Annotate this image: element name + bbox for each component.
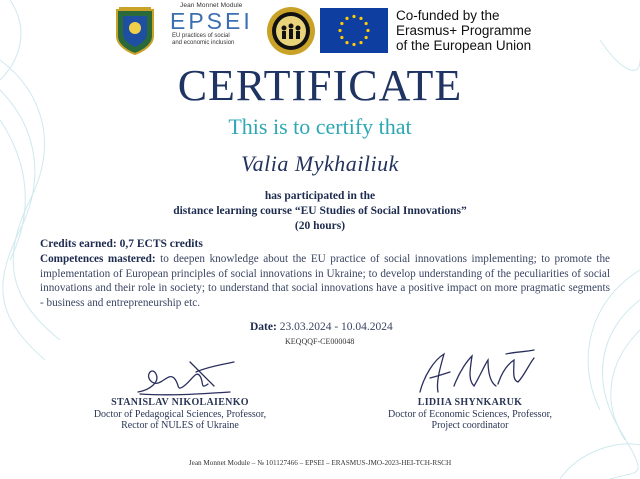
eu-star bbox=[359, 17, 362, 20]
right-signatory bbox=[365, 397, 575, 432]
epsei-wordmark: EPSEI bbox=[170, 8, 253, 34]
eu-star bbox=[345, 41, 348, 44]
eu-star bbox=[340, 36, 343, 39]
epsei-subtitle-2: and economic inclusion bbox=[172, 40, 235, 46]
eu-cofunded-text bbox=[396, 8, 531, 53]
epsei-program-label: Jean Monnet Module bbox=[180, 2, 243, 9]
right-signatory-title: Doctor of Economic Sciences, Professor, bbox=[388, 408, 552, 420]
right-signatory-name: LIDIIA SHYNKARUK bbox=[417, 397, 523, 408]
left-signatory-position: Rector of NULES of Ukraine bbox=[121, 420, 239, 431]
eu-star bbox=[340, 22, 343, 25]
eu-star bbox=[345, 17, 348, 20]
round-emblem-icon bbox=[266, 6, 316, 56]
eu-star bbox=[352, 15, 355, 18]
eu-star bbox=[365, 36, 368, 39]
epsei-subtitle-1: EU practices of social bbox=[172, 33, 230, 39]
eu-star bbox=[365, 22, 368, 25]
left-signatory bbox=[80, 397, 280, 432]
left-signatory-name: STANISLAV NIKOLAIENKO bbox=[111, 397, 249, 408]
eu-flag-icon bbox=[320, 8, 388, 53]
eu-star bbox=[338, 29, 341, 32]
eu-star bbox=[359, 41, 362, 44]
footer-project-id: Jean Monnet Module – № 101127466 – EPSEI – ERASMUS-JMO-2023-HEI-TCH-RSCH bbox=[188, 459, 452, 467]
certify-statement: This is to certify that bbox=[228, 114, 412, 139]
eu-line-2: Erasmus+ Programme bbox=[396, 23, 532, 38]
date-value: 23.03.2024 - 10.04.2024 bbox=[276, 321, 393, 333]
course-title: distance learning course “EU Studies of Social Innovations” bbox=[173, 205, 467, 217]
eu-star bbox=[352, 43, 355, 46]
certificate-code: KEQQQF-CE000048 bbox=[285, 337, 355, 346]
left-signatory-title: Doctor of Pedagogical Sciences, Professor, bbox=[93, 408, 267, 420]
eu-line-3: of the European Union bbox=[396, 38, 532, 53]
course-hours: (20 hours) bbox=[294, 220, 346, 232]
credits-earned: Credits earned: 0,7 ECTS credits bbox=[40, 238, 203, 250]
eu-line-1: Co-funded by the bbox=[396, 8, 500, 23]
participated-line: has participated in the bbox=[264, 190, 376, 202]
date-label: Date: bbox=[250, 321, 277, 333]
eu-star bbox=[366, 29, 369, 32]
university-emblem-icon bbox=[113, 6, 157, 56]
left-signature-icon bbox=[130, 352, 240, 400]
epsei-logo bbox=[170, 2, 262, 60]
competences-text: to deepen knowledge about the EU practice of social innovations implementing; to promote the implementation of European principles of social innovations in Ukraine; to develop understanding of the peculiarities of social innovations and their role in society; to understand that social innovations have a positive impact on more pragmatic segments - business and entrepreneurship etc. bbox=[40, 253, 611, 309]
right-signature-icon bbox=[410, 346, 540, 398]
recipient-name: Valia Mykhailiuk bbox=[241, 151, 399, 176]
right-signatory-position: Project coordinator bbox=[431, 420, 509, 431]
course-dates bbox=[250, 320, 393, 334]
competences-paragraph bbox=[40, 252, 610, 310]
competences-label: Competences mastered: bbox=[40, 253, 156, 265]
certificate-title: CERTIFICATE bbox=[177, 61, 463, 110]
